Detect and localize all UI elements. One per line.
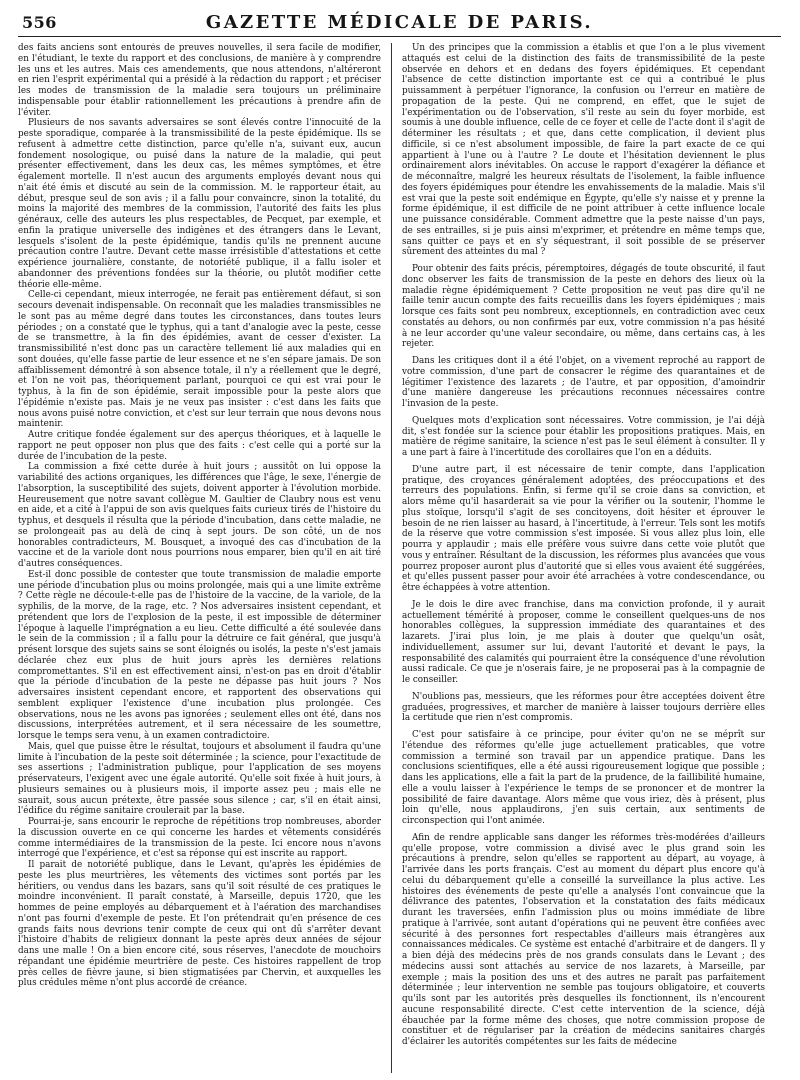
- right-column: [392, 43, 765, 1073]
- paragraph: Pourrai-je, sans encourir le reproche de répétitions trop nombreuses, aborder la discussion ouverte en ce qui concerne les hardes et vêtements considérés comme intermédiaires de la transmission de la peste. Ici encore nous n'avons interrogé que l'expérience, et c'est sa réponse qui est inscrite au rapport.: [18, 817, 381, 860]
- paragraph: Autre critique fondée également sur des aperçus théoriques, et à laquelle le rapport ne peut opposer non plus que des faits : c'est celle qui a porté sur la durée de l'incubation de la peste.: [18, 430, 381, 462]
- paragraph: C'est pour satisfaire à ce principe, pour éviter qu'on ne se méprît sur l'étendue des réformes qu'elle juge actuellement praticables, que votre commission a terminé son travail par un appendice pratique. Dans les conclusions scientifiques, elle a été aussi rigoureusement logique que possible ; dans les applications, elle a fait la part de la prudence, de la faillibilité humaine, elle a voulu laisser à l'expérience le temps de se prononcer et de montrer la possibilité de faire davantage. Alors même que vous iriez, dès à présent, plus loin qu'elle, nous applaudirons, j'en suis certain, aux sentiments de circonspection qui l'ont animée.: [402, 730, 765, 826]
- paragraph: Il parait de notoriété publique, dans le Levant, qu'après les épidémies de peste les plus meurtrières, les vêtements des victimes sont portés par les héritiers, ou vendus dans les bazars, sans qu'il soit résulté de ces pratiques le moindre inconvénient. Il paraît constaté, à Marseille, depuis 1720, que les hommes de peine employés au débarquement et à l'aération des marchandises n'ont pas fourni d'exemple de peste. Et l'on prétendrait qu'en présence de ces grands faits nous devrions tenir compte de ceux qui ont dû s'arrêter devant l'histoire d'habits de religieux donnant la peste après deux années de séjour dans une malle ! On a bien encore cité, sous réserves, l'anecdote de mouchoirs répandant une épidémie meurtrière de peste. Ces histoires rappellent de trop près celles de fièvre jaune, si bien stigmatisées par Chervin, et auxquelles les plus crédules même n'ont plus accordé de créance.: [18, 860, 381, 989]
- paragraph: Celle-ci cependant, mieux interrogée, ne ferait pas entièrement défaut, si son secours devenait indispensable. On reconnaît que les maladies transmissibles ne le sont pas au même degré dans toutes les circonstances, dans toutes leurs périodes ; on a constaté que le typhus, qui a tant d'analogie avec la peste, cesse de se transmettre, à la fin des épidémies, avant de cesser d'exister. La transmissibilité n'est donc pas un caractère tellement lié aux maladies qui en sont douées, qu'elle fasse partie de leur essence et ne s'en sépare jamais. De son affaiblissement démontré à son absence totale, il n'y a réellement que le degré, et l'on ne voit pas, théoriquement parlant, pourquoi ce qui est vrai pour le typhus, à la fin de son épidémie, serait impossible pour la peste alors que l'épidémie n'existe pas. Mais je ne veux pas insister : c'est dans les faits que nous avons puisé notre conviction, et c'est sur leur terrain que nous devons nous maintenir.: [18, 290, 381, 430]
- paragraph: Afin de rendre applicable sans danger les réformes très-modérées d'ailleurs qu'elle propose, votre commission a divisé avec le plus grand soin les précautions à prendre, selon qu'elles se rapportent au départ, au voyage, à l'arrivée dans les ports français. C'est au moment du départ plus encore qu'à celui du débarquement qu'elle a conseillé la surveillance la plus active. Les histoires des événements de peste qu'elle a analysés l'ont convaincue que la délivrance des patentes, l'observation et la constatation des faits médicaux durant les traversées, enfin l'admission plus ou moins immédiate de libre pratique à l'arrivée, sont autant d'opérations qui ne peuvent être confiées avec sécurité à des personnes fort respectables d'ailleurs mais étrangères aux connaissances médicales. Ce système est entaché d'arbitraire et de dangers. Il y a bien déjà des médecins près de nos grands consulats dans le Levant ; des médecins aussi sont attachés au service de nos lazarets, à Marseille, par exemple ; mais la position des uns et des autres ne paraît pas parfaitement déterminée ; leur intervention ne semble pas toujours obligatoire, et couverts qu'ils sont par les autorités près desquelles ils fonctionnent, ils n'encourent aucune responsabilité directe. C'est cette intervention de la science, déjà ébauchée par la forme même des choses, que notre commission propose de constituer et de régulariser par la création de médecins sanitaires chargés d'éclairer les autorités compétentes sur les faits de médecine: [402, 832, 765, 1047]
- paragraph: Est-il donc possible de contester que toute transmission de maladie emporte une période d'incubation plus ou moins prolongée, mais qui a une limite extrême ? Cette règle ne découle-t-elle pas de l'histoire de la vaccine, de la variole, de la syphilis, de la morve, de la rage, etc. ? Nos adversaires insistent cependant, et prétendent que lors de l'explosion de la peste, il est impossible de déterminer l'époque à laquelle l'imprégnation a eu lieu. Cette difficulté a été soulevée dans le sein de la commission ; il a fallu pour la détruire ce fait général, que jusqu'à présent lorsque des sujets sains se sont éloignés ou isolés, la peste n's'est jamais déclarée chez eux plus de huit jours après les dernières relations compromettantes. S'il en est effectivement ainsi, n'est-on pas en droit d'établir que la période d'incubation de la peste ne dépasse pas huit jours ? Nos adversaires insistent cependant encore, et rapportent des observations qui semblent expliquer l'existence d'une incubation plus prolongée. Ces observations, nous ne les avons pas ignorées ; seulement elles ont été, dans nos discussions, interprétées autrement, et il sera nécessaire de les soumettre, lorsque le temps sera venu, à un examen contradictoire.: [18, 569, 381, 741]
- paragraph: Pour obtenir des faits précis, péremptoires, dégagés de toute obscurité, il faut donc observer les faits de transmission de la peste en dehors des lieux où la maladie règne épidémiquement ? Cette proposition ne veut pas dire qu'il ne faille tenir aucun compte des faits recueillis dans les foyers épidémiques ; mais lorsque ces faits sont peu nombreux, exceptionnels, en contradiction avec ceux constatés au dehors, ou non confirmés par eux, votre commission n'a pas hésité à ne leur accorder qu'une valeur secondaire, ou même, dans certains cas, à les rejeter.: [402, 264, 765, 350]
- left-column: [18, 43, 391, 1073]
- journal-title: GAZETTE MÉDICALE DE PARIS.: [205, 12, 594, 33]
- running-header: [18, 12, 781, 37]
- paragraph: Mais, quel que puisse être le résultat, toujours et absolument il faudra qu'une limite à l'incubation de la peste soit déterminée ; la science, pour l'exactitude de ses assertions ; l'administration publique, pour l'application de ses moyens préservateurs, l'exigent avec une égale autorité. Qu'elle soit fixée à huit jours, à plusieurs semaines ou à plusieurs mois, il importe assez peu ; mais elle ne saurait, sous aucun prétexte, être passée sous silence ; car, s'il en était ainsi, l'édifice du régime sanitaire croulerait par la base.: [18, 741, 381, 817]
- page-number: 556: [22, 13, 57, 32]
- paragraph: La commission a fixé cette durée à huit jours ; aussitôt on lui oppose la variabilité des actions organiques, les différences que l'âge, le sexe, l'énergie de l'absorption, la susceptibilité des sujets, doivent apporter à l'évolution morbide. Heureusement que notre savant collègue M. Gaultier de Claubry nous est venu en aide, et a cité à l'appui de son avis quelques faits curieux tirés de l'histoire du typhus, et desquels il résulta que la période d'incubation, dans cette maladie, ne se prolongeait pas au delà de cinq à sept jours. De son côté, un de nos honorables contradicteurs, M. Bousquet, a invoqué des cas d'incubation de la vaccine et de la variole dont nous pourrions nous emparer, bien qu'il en ait tiré d'autres conséquences.: [18, 462, 381, 569]
- paragraph: Plusieurs de nos savants adversaires se sont élevés contre l'innocuité de la peste sporadique, comparée à la transmissibilité de la peste épidémique. Ils se refusent à admettre cette distinction, parce qu'elle n'a, suivant eux, aucun fondement nosologique, ou puisé dans la nature de la maladie, qui peut présenter effectivement, dans les deux cas, les mêmes symptômes, et être également mortelle. Il n'est aucun des arguments employés devant nous qui n'ait été émis et discuté au sein de la commission. M. le rapporteur était, au début, presque seul de son avis ; il a fallu pour convaincre, sinon la totalité, du moins la majorité des membres de la commission, l'autorité des faits les plus généraux, celle des auteurs les plus respectables, de Pecquet, par exemple, et enfin la pratique universelle des indigènes et des étrangers dans le Levant, lesquels s'isolent de la peste épidémique, tandis qu'ils ne prennent aucune précaution contre l'autre. Devant cette masse irrésistible d'attestations et cette expérience journalière, constante, de notoriété publique, il a fallu isoler et abandonner des préventions fondées sur la théorie, ou plutôt modifier cette théorie elle-même.: [18, 118, 381, 290]
- paragraph: D'une autre part, il est nécessaire de tenir compte, dans l'application pratique, des croyances généralement adoptées, des préoccupations et des terreurs des populations. Enfin, si ferme qu'il se croie dans sa conviction, et alors même qu'il hasarderait sa vie pour la vérifier ou la soutenir, l'homme le plus stoïque, lorsqu'il s'agit de ses concitoyens, doit hésiter et éprouver le besoin de ne rien laisser au hasard, à l'incertitude, à l'erreur. Tels sont les motifs de la réserve que votre commission s'est imposée. Si vous allez plus loin, elle pourra y applaudir ; mais elle préfère vous suivre dans cette voie plutôt que vous y entraîner. Résultant de la discussion, les réformes plus avancées que vous pourrez proposer auront plus d'autorité que si elles vous avaient été suggérées, et qu'elles pussent passer pour avoir été arrachées à votre condescendance, ou être échappées à votre attention.: [402, 464, 765, 593]
- paragraph: des faits anciens sont entourés de preuves nouvelles, il sera facile de modifier, en l'étudiant, le texte du rapport et des conclusions, de manière à y comprendre les uns et les autres. Mais ces amendements, que nous attendons, n'altéreront en rien l'esprit expérimental qui a présidé à la rédaction du rapport ; et préciser les modes de transmission de la maladie sera toujours un préliminaire indispensable pour établir rationnellement les précautions à prendre afin de l'éviter.: [18, 43, 381, 118]
- paragraph: Quelques mots d'explication sont nécessaires. Votre commission, je l'ai déjà dit, s'est fondée sur la science pour établir les propositions pratiques. Mais, en matière de régime sanitaire, la science n'est pas le seul élément à consulter. Il y a une part à faire à l'incertitude des corollaires que l'on en a déduits.: [402, 415, 765, 458]
- paragraph: Un des principes que la commission a établis et que l'on a le plus vivement attaqués est celui de la distinction des faits de transmissibilité de la peste observée en dehors et en dedans des foyers épidémiques. Et cependant l'absence de cette distinction importante est ce qui a contribué le plus puissamment à perpétuer l'ignorance, la confusion ou l'erreur en matière de propagation de la peste. Qui ne comprend, en effet, que le sujet de l'expérimentation ou de l'observation, s'il reste au sein du foyer morbide, est soumis à une double influence, celle de ce foyer et celle de l'acte dont il s'agit de déterminer les résultats ; et que, dans cette complication, il devient plus difficile, si ce n'est absolument impossible, de faire la part exacte de ce qui appartient à l'une ou à l'autre ? Le doute et l'hésitation deviennent le plus ordinairement alors inévitables. On accuse le rapport d'exagérer la défiance et de méconnaître, malgré les heureux résultats de l'isolement, la faible influence des foyers épidémiques pour étendre les envahissements de la maladie. Mais s'il est vrai que la peste soit endémique en Égypte, qu'elle s'y naisse et y prenne la forme épidémique, il est difficile de ne point attribuer à cette influence locale une puissance considérable. Comment admettre que la peste naisse d'un pays, de ses entrailles, si je puis ainsi m'exprimer, et prétendre en même temps que, sans quitter ce pays et en s'y séquestrant, il soit possible de se préserver sûrement des atteintes du mal ?: [402, 43, 765, 258]
- paragraph: Je le dois le dire avec franchise, dans ma conviction profonde, il y aurait actuellement témérité à proposer, comme le conseillent quelques-uns de nos honorables collègues, la suppression immédiate des quarantaines et des lazarets. J'irai plus loin, je me plais à douter que quelqu'un osât, individuellement, assumer sur lui, devant l'autorité et devant le pays, la responsabilité des calamités qui pourraient être la conséquence d'une révolution aussi radicale. Ce que je n'oserais faire, je ne proposerai pas à la compagnie de le conseiller.: [402, 599, 765, 685]
- paragraph: Dans les critiques dont il a été l'objet, on a vivement reproché au rapport de votre commission, d'une part de consacrer le régime des quarantaines et de légitimer l'existence des lazarets ; de l'autre, et par opposition, d'amoindrir d'une manière dangereuse les précautions reconnues nécessaires contre l'invasion de la peste.: [402, 356, 765, 409]
- paragraph: N'oublions pas, messieurs, que les réformes pour être acceptées doivent être graduées, progressives, et marcher de manière à laisser toujours derrière elles la certitude que rien n'est compromis.: [402, 691, 765, 724]
- two-column-body: [18, 43, 781, 1073]
